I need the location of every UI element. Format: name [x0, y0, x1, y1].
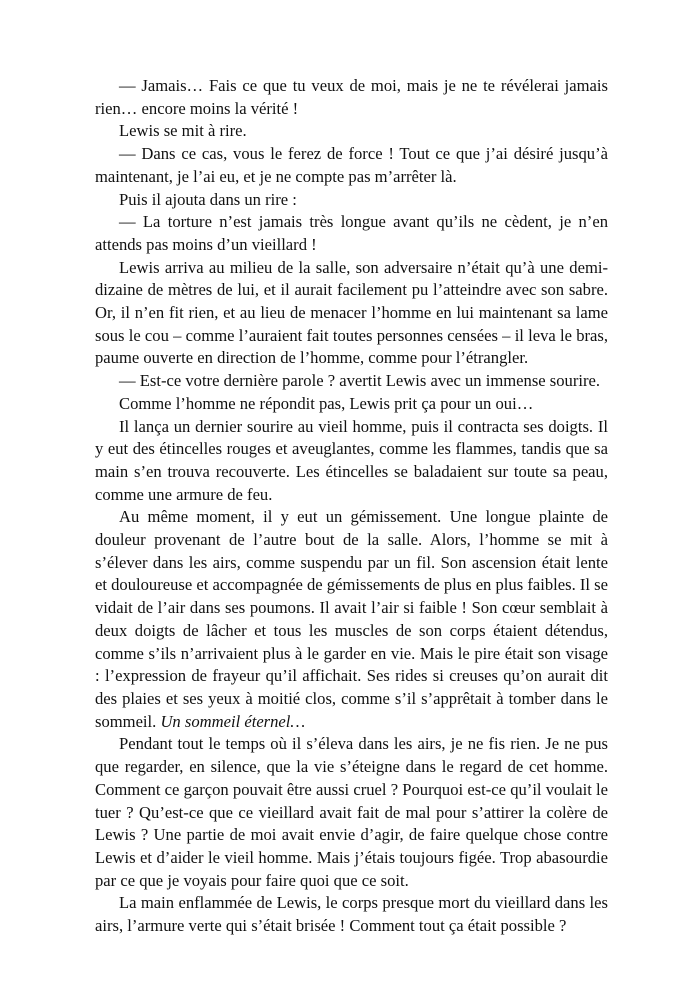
paragraph-text: — Est-ce votre dernière parole ? avertit Lewis avec un immense sourire.: [119, 371, 601, 391]
paragraph-12: [95, 892, 608, 937]
paragraph-text: Lewis se mit à rire.: [119, 121, 247, 141]
paragraph-text: — Dans ce cas, vous le ferez de force ! Tout ce que j’ai désiré jusqu’à maintenant, je l’ai eu, et je ne compte pas m’arrêter là.: [95, 144, 608, 186]
paragraph-6: [95, 257, 608, 371]
paragraph-5: [95, 211, 608, 256]
paragraph-text: Pendant tout le temps où il s’éleva dans les airs, je ne fis rien. Je ne pus que regarder, en silence, que la vie s’éteigne dans le regard de cet homme. Comment ce garçon pouvait être aussi cruel ? Pourquoi est-ce qu’il voulait le tuer ? Qu’est-ce que ce vieillard avait fait de mal pour s’attirer la colère de Lewis ? Une partie de moi avait envie d’agir, de faire quelque chose contre Lewis et d’aider le vieil homme. Mais j’étais toujours figée. Trop abasourdie par ce que je voyais pour faire quoi que ce soit.: [95, 734, 608, 890]
paragraph-4: [95, 189, 608, 212]
paragraph-text: Lewis arriva au milieu de la salle, son adversaire n’était qu’à une demi-dizaine de mètres de lui, et il aurait facilement pu l’atteindre avec son sabre. Or, il n’en fit rien, et au lieu de menacer l’homme en lui maintenant sa lame sous le cou – comme l’auraient fait toutes personnes censées – il leva le bras, paume ouverte en direction de l’homme, comme pour l’étrangler.: [95, 257, 608, 368]
paragraph-7: [95, 370, 608, 393]
paragraph-2: [95, 120, 608, 143]
paragraph-8: [95, 393, 608, 416]
paragraph-text: Comme l’homme ne répondit pas, Lewis prit ça pour un oui…: [119, 393, 534, 413]
paragraph-text: Puis il ajouta dans un rire :: [119, 189, 297, 209]
paragraph-10: [95, 506, 608, 733]
paragraph-text: La main enflammée de Lewis, le corps presque mort du vieillard dans les airs, l’armure verte qui s’était brisée ! Comment tout ça était possible ?: [95, 893, 608, 936]
paragraph-text: Au même moment, il y eut un gémissement. Une longue plainte de douleur provenant de l’autre bout de la salle. Alors, l’homme se mit à s’élever dans les airs, comme suspendu par un fil. Son ascension était lente et douloureuse et accompagnée de gémissements de plus en plus faibles. Il se vidait de l’air dans ses poumons. Il avait l’air si faible ! Son cœur semblait à deux doigts de lâcher et tous les muscles de son corps étaient détendus, comme s’ils n’arrivaient plus à le garder en vie. Mais le pire était son visage : l’expression de frayeur qu’il affichait. Ses rides si creuses qu’on aurait dit des plaies et ses yeux à moitié clos, comme s’il s’apprêtait à tomber dans le sommeil.: [95, 507, 608, 731]
paragraph-text: Il lança un dernier sourire au vieil homme, puis il contracta ses doigts. Il y eut des étincelles rouges et aveuglantes, comme les flammes, tandis que sa main s’en trouva recouverte. Les étincelles se baladaient sur toute sa peau, comme une armure de feu.: [95, 416, 608, 504]
paragraph-text: — La torture n’est jamais très longue avant qu’ils ne cèdent, je n’en attends pas moins d’un vieillard !: [95, 212, 608, 254]
paragraph-text: — Jamais… Fais ce que tu veux de moi, mais je ne te révélerai jamais rien… encore moins la vérité !: [95, 76, 608, 118]
page-text: [95, 75, 608, 938]
paragraph-9: [95, 416, 608, 507]
paragraph-1: [95, 75, 608, 120]
paragraph-11: [95, 733, 608, 892]
paragraph-emphasis: Un sommeil éternel…: [160, 711, 306, 731]
paragraph-3: [95, 143, 608, 188]
